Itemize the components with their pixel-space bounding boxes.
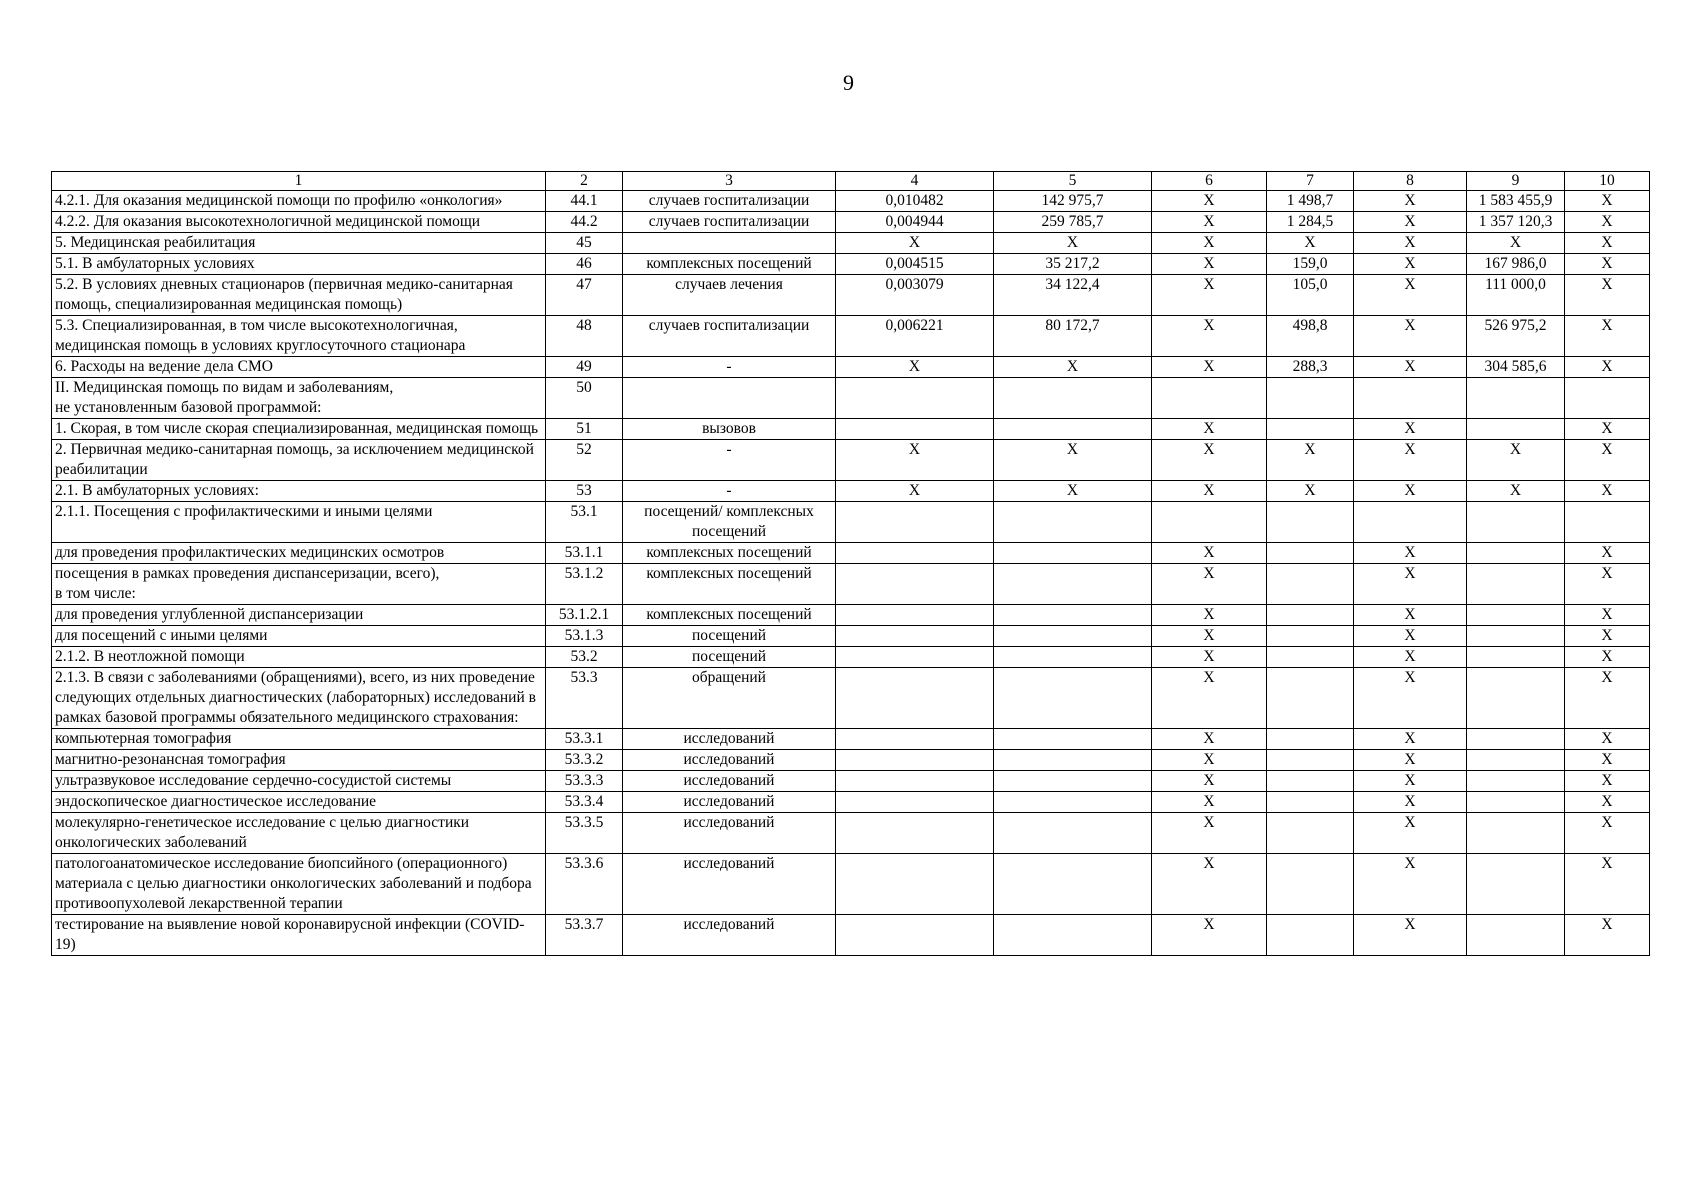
table-cell-col-2: 53.1.1 bbox=[546, 543, 623, 564]
table-cell-col-4 bbox=[836, 771, 994, 792]
table-cell-col-7: 1 498,7 bbox=[1267, 191, 1354, 212]
table-cell-col-9 bbox=[1467, 771, 1565, 792]
table-cell-col-10: X bbox=[1565, 233, 1650, 254]
table-row bbox=[52, 564, 1650, 605]
table-cell-col-8: X bbox=[1354, 191, 1467, 212]
table-cell-col-6 bbox=[1152, 502, 1267, 543]
table-cell-col-2: 44.1 bbox=[546, 191, 623, 212]
table-header-row bbox=[52, 172, 1650, 191]
table-cell-col-4 bbox=[836, 626, 994, 647]
table-cell-col-2: 53.1 bbox=[546, 502, 623, 543]
table-cell-col-2: 53.3.2 bbox=[546, 750, 623, 771]
table-cell-col-3: случаев госпитализации bbox=[623, 316, 836, 357]
table-cell-col-7: X bbox=[1267, 440, 1354, 481]
table-cell-col-10: X bbox=[1565, 564, 1650, 605]
table-cell-col-4 bbox=[836, 854, 994, 915]
table-cell-col-3: случаев лечения bbox=[623, 275, 836, 316]
table-cell-col-9: 167 986,0 bbox=[1467, 254, 1565, 275]
table-cell-col-2: 53.3.6 bbox=[546, 854, 623, 915]
table-cell-col-1: 2.1. В амбулаторных условиях: bbox=[52, 481, 546, 502]
table-cell-col-5 bbox=[994, 378, 1152, 419]
table-cell-col-8 bbox=[1354, 378, 1467, 419]
table-cell-col-3: случаев госпитализации bbox=[623, 191, 836, 212]
table-cell-col-9 bbox=[1467, 626, 1565, 647]
table-cell-col-6: X bbox=[1152, 275, 1267, 316]
table-cell-col-4 bbox=[836, 750, 994, 771]
table-cell-col-8: X bbox=[1354, 792, 1467, 813]
table-cell-col-1: для посещений с иными целями bbox=[52, 626, 546, 647]
table-cell-col-6: X bbox=[1152, 543, 1267, 564]
table-row bbox=[52, 212, 1650, 233]
table-cell-col-4: X bbox=[836, 233, 994, 254]
table-cell-col-9: 526 975,2 bbox=[1467, 316, 1565, 357]
table-cell-col-6: X bbox=[1152, 729, 1267, 750]
table-cell-col-4 bbox=[836, 647, 994, 668]
table-cell-col-1: 5.2. В условиях дневных стационаров (первичная медико-санитарная помощь, специализированная медицинская помощь) bbox=[52, 275, 546, 316]
table-cell-col-3: обращений bbox=[623, 668, 836, 729]
table-cell-col-8: X bbox=[1354, 212, 1467, 233]
table-cell-col-3: исследований bbox=[623, 792, 836, 813]
table-cell-col-3: исследований bbox=[623, 750, 836, 771]
table-cell-col-5: 34 122,4 bbox=[994, 275, 1152, 316]
table-cell-col-8: X bbox=[1354, 915, 1467, 956]
table-cell-col-5 bbox=[994, 854, 1152, 915]
table-cell-col-3: - bbox=[623, 357, 836, 378]
table-cell-col-2: 53.3.1 bbox=[546, 729, 623, 750]
table-cell-col-10 bbox=[1565, 378, 1650, 419]
table-cell-col-2: 53.3.7 bbox=[546, 915, 623, 956]
table-cell-col-10: X bbox=[1565, 440, 1650, 481]
table-cell-col-10: X bbox=[1565, 481, 1650, 502]
table-cell-col-1: 2.1.1. Посещения с профилактическими и иными целями bbox=[52, 502, 546, 543]
table-row bbox=[52, 275, 1650, 316]
table-cell-col-7 bbox=[1267, 915, 1354, 956]
table-cell-col-8: X bbox=[1354, 254, 1467, 275]
table-cell-col-5 bbox=[994, 813, 1152, 854]
table-cell-col-10: X bbox=[1565, 543, 1650, 564]
table-row bbox=[52, 626, 1650, 647]
table-cell-col-3: - bbox=[623, 440, 836, 481]
table-cell-col-5 bbox=[994, 419, 1152, 440]
table-row bbox=[52, 254, 1650, 275]
table-cell-col-6: X bbox=[1152, 254, 1267, 275]
table-cell-col-3: комплексных посещений bbox=[623, 254, 836, 275]
column-header-4: 4 bbox=[836, 172, 994, 191]
table-cell-col-7: 159,0 bbox=[1267, 254, 1354, 275]
table-cell-col-4 bbox=[836, 502, 994, 543]
table-cell-col-7 bbox=[1267, 605, 1354, 626]
table-cell-col-7 bbox=[1267, 419, 1354, 440]
table-cell-col-10: X bbox=[1565, 750, 1650, 771]
table-cell-col-7 bbox=[1267, 854, 1354, 915]
table-cell-col-6: X bbox=[1152, 316, 1267, 357]
table-cell-col-1: 5.1. В амбулаторных условиях bbox=[52, 254, 546, 275]
table-cell-col-9: X bbox=[1467, 233, 1565, 254]
table-cell-col-8: X bbox=[1354, 481, 1467, 502]
table-cell-col-5 bbox=[994, 750, 1152, 771]
table-cell-col-1: 1. Скорая, в том числе скорая специализированная, медицинская помощь bbox=[52, 419, 546, 440]
table-cell-col-10: X bbox=[1565, 668, 1650, 729]
table-cell-col-2: 50 bbox=[546, 378, 623, 419]
table-cell-col-3 bbox=[623, 233, 836, 254]
table-cell-col-1: тестирование на выявление новой коронавирусной инфекции (COVID-19) bbox=[52, 915, 546, 956]
table-cell-col-4 bbox=[836, 605, 994, 626]
table-cell-col-7 bbox=[1267, 626, 1354, 647]
table-cell-col-5 bbox=[994, 605, 1152, 626]
table-cell-col-8: X bbox=[1354, 854, 1467, 915]
table-cell-col-4: 0,006221 bbox=[836, 316, 994, 357]
table-cell-col-3: комплексных посещений bbox=[623, 605, 836, 626]
table-cell-col-2: 53 bbox=[546, 481, 623, 502]
table-cell-col-3: исследований bbox=[623, 729, 836, 750]
table-cell-col-3: комплексных посещений bbox=[623, 543, 836, 564]
table-cell-col-2: 53.3.5 bbox=[546, 813, 623, 854]
table-row bbox=[52, 191, 1650, 212]
table-cell-col-9 bbox=[1467, 750, 1565, 771]
table-cell-col-8: X bbox=[1354, 771, 1467, 792]
table-cell-col-6: X bbox=[1152, 419, 1267, 440]
table-cell-col-9 bbox=[1467, 564, 1565, 605]
table-cell-col-4: 0,010482 bbox=[836, 191, 994, 212]
table-cell-col-10: X bbox=[1565, 813, 1650, 854]
table-cell-col-7: 105,0 bbox=[1267, 275, 1354, 316]
table-cell-col-8: X bbox=[1354, 647, 1467, 668]
table-cell-col-1: эндоскопическое диагностическое исследование bbox=[52, 792, 546, 813]
table-cell-col-6: X bbox=[1152, 813, 1267, 854]
table-cell-col-4: 0,003079 bbox=[836, 275, 994, 316]
table-cell-col-2: 53.3.3 bbox=[546, 771, 623, 792]
table-cell-col-8: X bbox=[1354, 419, 1467, 440]
table-cell-col-10: X bbox=[1565, 854, 1650, 915]
table-cell-col-8: X bbox=[1354, 729, 1467, 750]
table-cell-col-9: 304 585,6 bbox=[1467, 357, 1565, 378]
table-cell-col-7: X bbox=[1267, 481, 1354, 502]
table-cell-col-7 bbox=[1267, 378, 1354, 419]
table-row bbox=[52, 647, 1650, 668]
table-cell-col-8: X bbox=[1354, 668, 1467, 729]
data-table bbox=[51, 171, 1650, 956]
column-header-3: 3 bbox=[623, 172, 836, 191]
table-cell-col-6: X bbox=[1152, 668, 1267, 729]
table-cell-col-2: 53.1.3 bbox=[546, 626, 623, 647]
table-cell-col-10: X bbox=[1565, 419, 1650, 440]
table-cell-col-4 bbox=[836, 543, 994, 564]
table-cell-col-1: компьютерная томография bbox=[52, 729, 546, 750]
table-cell-col-1: 4.2.1. Для оказания медицинской помощи по профилю «онкология» bbox=[52, 191, 546, 212]
table-cell-col-9 bbox=[1467, 502, 1565, 543]
table-cell-col-5: X bbox=[994, 357, 1152, 378]
table-cell-col-5: X bbox=[994, 233, 1152, 254]
table-cell-col-10: X bbox=[1565, 316, 1650, 357]
column-header-5: 5 bbox=[994, 172, 1152, 191]
table-cell-col-1: 6. Расходы на ведение дела СМО bbox=[52, 357, 546, 378]
table-cell-col-1: II. Медицинская помощь по видам и заболеваниям, не установленным базовой программой: bbox=[52, 378, 546, 419]
table-cell-col-2: 52 bbox=[546, 440, 623, 481]
table-cell-col-8: X bbox=[1354, 316, 1467, 357]
table-body bbox=[52, 191, 1650, 956]
table-row bbox=[52, 792, 1650, 813]
table-cell-col-5 bbox=[994, 502, 1152, 543]
table-cell-col-10: X bbox=[1565, 191, 1650, 212]
table-cell-col-1: посещения в рамках проведения диспансеризации, всего), в том числе: bbox=[52, 564, 546, 605]
table-cell-col-9 bbox=[1467, 647, 1565, 668]
table-cell-col-2: 44.2 bbox=[546, 212, 623, 233]
table-cell-col-4: 0,004944 bbox=[836, 212, 994, 233]
table-cell-col-4 bbox=[836, 378, 994, 419]
table-cell-col-10: X bbox=[1565, 212, 1650, 233]
table-cell-col-9 bbox=[1467, 915, 1565, 956]
table-cell-col-6 bbox=[1152, 378, 1267, 419]
table-cell-col-4: X bbox=[836, 440, 994, 481]
table-cell-col-10: X bbox=[1565, 626, 1650, 647]
table-cell-col-5 bbox=[994, 543, 1152, 564]
table-row bbox=[52, 378, 1650, 419]
table-cell-col-8: X bbox=[1354, 750, 1467, 771]
table-cell-col-10: X bbox=[1565, 254, 1650, 275]
table-cell-col-9 bbox=[1467, 813, 1565, 854]
column-header-2: 2 bbox=[546, 172, 623, 191]
table-cell-col-2: 53.1.2 bbox=[546, 564, 623, 605]
table-row bbox=[52, 316, 1650, 357]
table-cell-col-3 bbox=[623, 378, 836, 419]
table-row bbox=[52, 771, 1650, 792]
table-cell-col-10: X bbox=[1565, 792, 1650, 813]
table-cell-col-2: 53.2 bbox=[546, 647, 623, 668]
table-cell-col-1: 2. Первичная медико-санитарная помощь, за исключением медицинской реабилитации bbox=[52, 440, 546, 481]
table-cell-col-8: X bbox=[1354, 543, 1467, 564]
table-cell-col-6: X bbox=[1152, 191, 1267, 212]
table-cell-col-1: патологоанатомическое исследование биопсийного (операционного) материала с целью диагностики онкологических заболеваний и подбора противоопухолевой лекарственной терапии bbox=[52, 854, 546, 915]
page-number: 9 bbox=[843, 70, 854, 95]
table-row bbox=[52, 502, 1650, 543]
table-cell-col-5: X bbox=[994, 440, 1152, 481]
table-cell-col-3: - bbox=[623, 481, 836, 502]
table-cell-col-10: X bbox=[1565, 915, 1650, 956]
table-cell-col-6: X bbox=[1152, 233, 1267, 254]
table-cell-col-4 bbox=[836, 729, 994, 750]
table-cell-col-10 bbox=[1565, 502, 1650, 543]
column-header-8: 8 bbox=[1354, 172, 1467, 191]
table-cell-col-8: X bbox=[1354, 440, 1467, 481]
column-header-1: 1 bbox=[52, 172, 546, 191]
table-cell-col-4 bbox=[836, 564, 994, 605]
table-cell-col-5 bbox=[994, 626, 1152, 647]
table-cell-col-9 bbox=[1467, 792, 1565, 813]
table-row bbox=[52, 854, 1650, 915]
table-cell-col-4: X bbox=[836, 357, 994, 378]
table-cell-col-1: 5.3. Специализированная, в том числе высокотехнологичная, медицинская помощь в условиях круглосуточного стационара bbox=[52, 316, 546, 357]
table-cell-col-5: 35 217,2 bbox=[994, 254, 1152, 275]
table-cell-col-2: 48 bbox=[546, 316, 623, 357]
table-row bbox=[52, 440, 1650, 481]
table-cell-col-9 bbox=[1467, 854, 1565, 915]
table-cell-col-6: X bbox=[1152, 771, 1267, 792]
table-row bbox=[52, 357, 1650, 378]
table-cell-col-8: X bbox=[1354, 626, 1467, 647]
table-cell-col-7 bbox=[1267, 771, 1354, 792]
table-cell-col-2: 53.1.2.1 bbox=[546, 605, 623, 626]
table-cell-col-7: 1 284,5 bbox=[1267, 212, 1354, 233]
table-cell-col-5 bbox=[994, 771, 1152, 792]
table-cell-col-1: молекулярно-генетическое исследование с целью диагностики онкологических заболеваний bbox=[52, 813, 546, 854]
table-cell-col-6: X bbox=[1152, 854, 1267, 915]
table-cell-col-3: посещений bbox=[623, 626, 836, 647]
table-cell-col-7 bbox=[1267, 792, 1354, 813]
table-cell-col-4 bbox=[836, 668, 994, 729]
table-cell-col-8: X bbox=[1354, 564, 1467, 605]
table-cell-col-2: 46 bbox=[546, 254, 623, 275]
table-cell-col-9: 1 357 120,3 bbox=[1467, 212, 1565, 233]
table-cell-col-7: 498,8 bbox=[1267, 316, 1354, 357]
table-cell-col-8: X bbox=[1354, 605, 1467, 626]
column-header-6: 6 bbox=[1152, 172, 1267, 191]
table-cell-col-7: 288,3 bbox=[1267, 357, 1354, 378]
table-cell-col-10: X bbox=[1565, 647, 1650, 668]
table-row bbox=[52, 605, 1650, 626]
table-cell-col-7: X bbox=[1267, 233, 1354, 254]
table-cell-col-5: 259 785,7 bbox=[994, 212, 1152, 233]
table-cell-col-9 bbox=[1467, 605, 1565, 626]
table-row bbox=[52, 419, 1650, 440]
table-cell-col-8 bbox=[1354, 502, 1467, 543]
column-header-10: 10 bbox=[1565, 172, 1650, 191]
table-cell-col-7 bbox=[1267, 564, 1354, 605]
table-cell-col-3: посещений bbox=[623, 647, 836, 668]
table-cell-col-5 bbox=[994, 915, 1152, 956]
table-cell-col-5 bbox=[994, 668, 1152, 729]
table-cell-col-10: X bbox=[1565, 605, 1650, 626]
table-row bbox=[52, 543, 1650, 564]
table-cell-col-6: X bbox=[1152, 647, 1267, 668]
table-row bbox=[52, 750, 1650, 771]
table-cell-col-9: X bbox=[1467, 481, 1565, 502]
table-cell-col-10: X bbox=[1565, 357, 1650, 378]
table-cell-col-2: 47 bbox=[546, 275, 623, 316]
table-cell-col-1: ультразвуковое исследование сердечно-сосудистой системы bbox=[52, 771, 546, 792]
table-cell-col-9 bbox=[1467, 543, 1565, 564]
table-cell-col-9 bbox=[1467, 729, 1565, 750]
table-cell-col-5 bbox=[994, 647, 1152, 668]
table-cell-col-1: магнитно-резонансная томография bbox=[52, 750, 546, 771]
table-cell-col-1: для проведения профилактических медицинских осмотров bbox=[52, 543, 546, 564]
table-row bbox=[52, 813, 1650, 854]
column-header-7: 7 bbox=[1267, 172, 1354, 191]
table-cell-col-1: 5. Медицинская реабилитация bbox=[52, 233, 546, 254]
table-cell-col-6: X bbox=[1152, 212, 1267, 233]
table-cell-col-7 bbox=[1267, 647, 1354, 668]
table-cell-col-7 bbox=[1267, 750, 1354, 771]
table-cell-col-8: X bbox=[1354, 813, 1467, 854]
table-cell-col-2: 53.3 bbox=[546, 668, 623, 729]
table-cell-col-4 bbox=[836, 813, 994, 854]
column-header-9: 9 bbox=[1467, 172, 1565, 191]
table-cell-col-4: 0,004515 bbox=[836, 254, 994, 275]
table-cell-col-3: комплексных посещений bbox=[623, 564, 836, 605]
table-cell-col-8: X bbox=[1354, 275, 1467, 316]
table-cell-col-1: 4.2.2. Для оказания высокотехнологичной медицинской помощи bbox=[52, 212, 546, 233]
table-cell-col-4 bbox=[836, 419, 994, 440]
table-cell-col-6: X bbox=[1152, 564, 1267, 605]
table-cell-col-3: случаев госпитализации bbox=[623, 212, 836, 233]
table-cell-col-10: X bbox=[1565, 771, 1650, 792]
table-cell-col-5 bbox=[994, 792, 1152, 813]
table-cell-col-5 bbox=[994, 564, 1152, 605]
table-cell-col-7 bbox=[1267, 729, 1354, 750]
table-cell-col-5: 80 172,7 bbox=[994, 316, 1152, 357]
table-cell-col-6: X bbox=[1152, 792, 1267, 813]
table-row bbox=[52, 729, 1650, 750]
table-cell-col-6: X bbox=[1152, 481, 1267, 502]
table-cell-col-1: для проведения углубленной диспансеризации bbox=[52, 605, 546, 626]
table-cell-col-6: X bbox=[1152, 440, 1267, 481]
table-cell-col-2: 45 bbox=[546, 233, 623, 254]
table-cell-col-6: X bbox=[1152, 915, 1267, 956]
table-cell-col-2: 51 bbox=[546, 419, 623, 440]
table-cell-col-3: посещений/ комплексных посещений bbox=[623, 502, 836, 543]
table-row bbox=[52, 668, 1650, 729]
table-cell-col-6: X bbox=[1152, 605, 1267, 626]
table-cell-col-1: 2.1.3. В связи с заболеваниями (обращениями), всего, из них проведение следующих отдельных диагностических (лабораторных) исследований в рамках базовой программы обязательного медицинского страхования: bbox=[52, 668, 546, 729]
table-cell-col-7 bbox=[1267, 543, 1354, 564]
table-cell-col-9 bbox=[1467, 419, 1565, 440]
table-cell-col-3: вызовов bbox=[623, 419, 836, 440]
table-cell-col-3: исследований bbox=[623, 813, 836, 854]
table-cell-col-3: исследований bbox=[623, 854, 836, 915]
table-cell-col-3: исследований bbox=[623, 915, 836, 956]
table-cell-col-2: 49 bbox=[546, 357, 623, 378]
table-cell-col-6: X bbox=[1152, 626, 1267, 647]
table-cell-col-4 bbox=[836, 915, 994, 956]
table-cell-col-9: 111 000,0 bbox=[1467, 275, 1565, 316]
table-cell-col-7 bbox=[1267, 668, 1354, 729]
table-row bbox=[52, 481, 1650, 502]
table-cell-col-1: 2.1.2. В неотложной помощи bbox=[52, 647, 546, 668]
table-cell-col-8: X bbox=[1354, 357, 1467, 378]
table-row bbox=[52, 233, 1650, 254]
table-cell-col-9 bbox=[1467, 668, 1565, 729]
table-cell-col-6: X bbox=[1152, 357, 1267, 378]
table-cell-col-2: 53.3.4 bbox=[546, 792, 623, 813]
table-cell-col-6: X bbox=[1152, 750, 1267, 771]
table-cell-col-5 bbox=[994, 729, 1152, 750]
table-cell-col-4 bbox=[836, 792, 994, 813]
table-row bbox=[52, 915, 1650, 956]
table-cell-col-10: X bbox=[1565, 275, 1650, 316]
table-cell-col-8: X bbox=[1354, 233, 1467, 254]
table-cell-col-4: X bbox=[836, 481, 994, 502]
table-cell-col-10: X bbox=[1565, 729, 1650, 750]
table-cell-col-9 bbox=[1467, 378, 1565, 419]
table-cell-col-3: исследований bbox=[623, 771, 836, 792]
table-cell-col-7 bbox=[1267, 813, 1354, 854]
table-cell-col-5: X bbox=[994, 481, 1152, 502]
table-cell-col-9: X bbox=[1467, 440, 1565, 481]
table-cell-col-5: 142 975,7 bbox=[994, 191, 1152, 212]
table-cell-col-7 bbox=[1267, 502, 1354, 543]
table-cell-col-9: 1 583 455,9 bbox=[1467, 191, 1565, 212]
